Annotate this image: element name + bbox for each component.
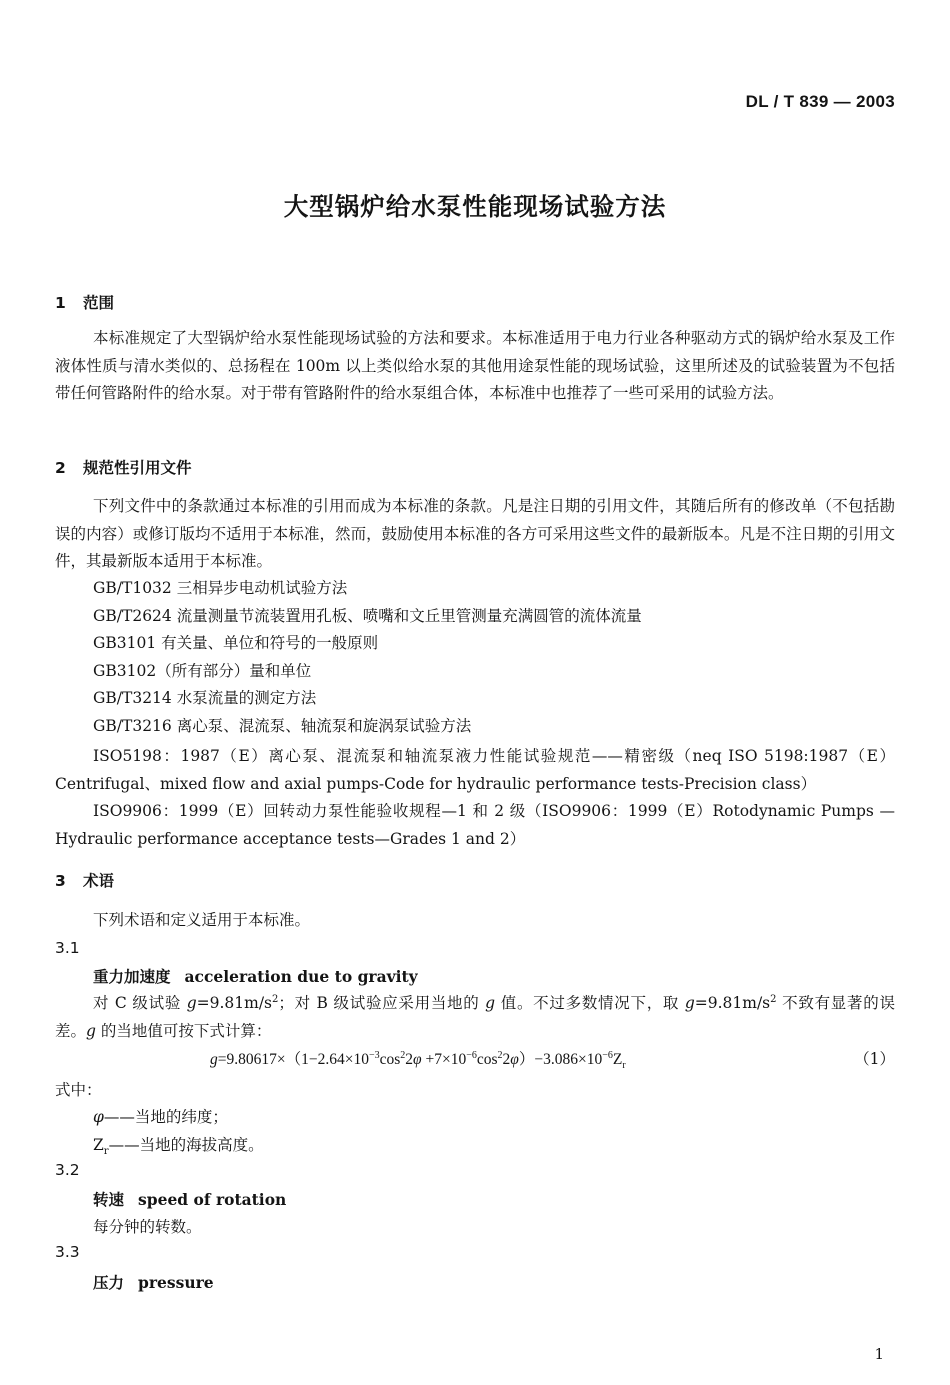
term-definition: 每分钟的转数。 (93, 1218, 202, 1236)
section-number: 2 (55, 459, 66, 477)
section-3-paragraph: 下列术语和定义适用于本标准。 (93, 911, 311, 929)
section-title: 范围 (83, 294, 115, 312)
section-title: 术语 (83, 872, 115, 890)
section-1-paragraph: 本标准规定了大型锅炉给水泵性能现场试验的方法和要求。本标准适用于电力行业各种驱动方式的锅炉给水泵及工作液体性质与清水类似的、总扬程在 100m 以上类似给水泵的其他用途泵性能的现场试验，这里所述及的试验装置为不包括带任何管路附件的给水泵。对于带有管路附件的给水泵组合体，本标准中也推荐了一些可采用的试验方法。 (55, 329, 895, 402)
clause-number: 3.3 (55, 1243, 80, 1261)
symbol-definition: φ——当地的纬度； (93, 1108, 228, 1126)
equation-number: （1） (854, 1050, 895, 1068)
section-1-heading (55, 291, 114, 313)
term-en: acceleration due to gravity (184, 967, 418, 986)
term-zh: 重力加速度 (93, 967, 171, 986)
symbol-definition: $Z_r——$当地的海拔高度。 (93, 1136, 264, 1158)
where-label: 式中： (55, 1081, 102, 1099)
reference-item: GB/T1032 三相异步电动机试验方法 (93, 579, 348, 597)
reference-item: GB3102（所有部分）量和单位 (93, 662, 312, 680)
reference-item-iso9906: ISO9906：1999（E）回转动力泵性能验收规程—1 和 2 级（ISO9906：1999（E）Rotodynamic Pumps —Hydraulic performance acceptance tests—Grades 1 and 2） (55, 802, 895, 848)
reference-item: GB3101 有关量、单位和符号的一般原则 (93, 634, 379, 652)
page-number: 1 (874, 1345, 884, 1363)
reference-item: GB/T3216 离心泵、混流泵、轴流泵和旋涡泵试验方法 (93, 717, 472, 735)
page-title: 大型锅炉给水泵性能现场试验方法 (283, 192, 667, 221)
term-heading (93, 965, 418, 987)
section-2-paragraph: 下列文件中的条款通过本标准的引用而成为本标准的条款。凡是注日期的引用文件，其随后所有的修改单（不包括勘误的内容）或修订版均不适用于本标准，然而，鼓励使用本标准的各方可采用这些文件的最新版本。凡是不注日期的引用文件，其最新版本适用于本标准。 (55, 497, 895, 570)
clause-number: 3.1 (55, 939, 80, 957)
gravity-formula: $g=9.80617\times(1-2.64\times 10^{-3}\cos^22\varphi +7\times 10^{-6}\cos^22\varphi)-3.086\times 10^{-6}Z_r$ (210, 1049, 626, 1072)
term-en: speed of rotation (138, 1190, 287, 1209)
reference-item: GB/T3214 水泵流量的测定方法 (93, 689, 317, 707)
term-zh: 压力 (93, 1273, 125, 1292)
term-zh: 转速 (93, 1190, 125, 1209)
clause-number: 3.2 (55, 1161, 80, 1179)
reference-item: GB/T2624 流量测量节流装置用孔板、喷嘴和文丘里管测量充满圆管的流体流量 (93, 607, 642, 625)
standard-code: DL / T 839 — 2003 (745, 92, 895, 111)
section-title: 规范性引用文件 (83, 459, 192, 477)
term-heading (93, 1188, 286, 1210)
section-3-heading (55, 869, 114, 891)
term-definition: 对 C 级试验 $g=9.81m/s^2$；对 B 级试验应采用当地的 g 值。不过多数情况下，取 $g=9.81m/s^2$ 不致有显著的误差。g 的当地值可按下式计算： (55, 993, 895, 1040)
section-2-heading (55, 456, 192, 478)
term-en: pressure (138, 1273, 214, 1292)
term-heading (93, 1271, 214, 1293)
reference-item-iso5198: ISO5198：1987（E）离心泵、混流泵和轴流泵液力性能试验规范——精密级（neq ISO 5198:1987（E）Centrifugal、mixed flow and axial pumps-Code for hydraulic performance tests-Precision class） (55, 747, 895, 793)
section-number: 3 (55, 872, 66, 890)
section-number: 1 (55, 294, 66, 312)
